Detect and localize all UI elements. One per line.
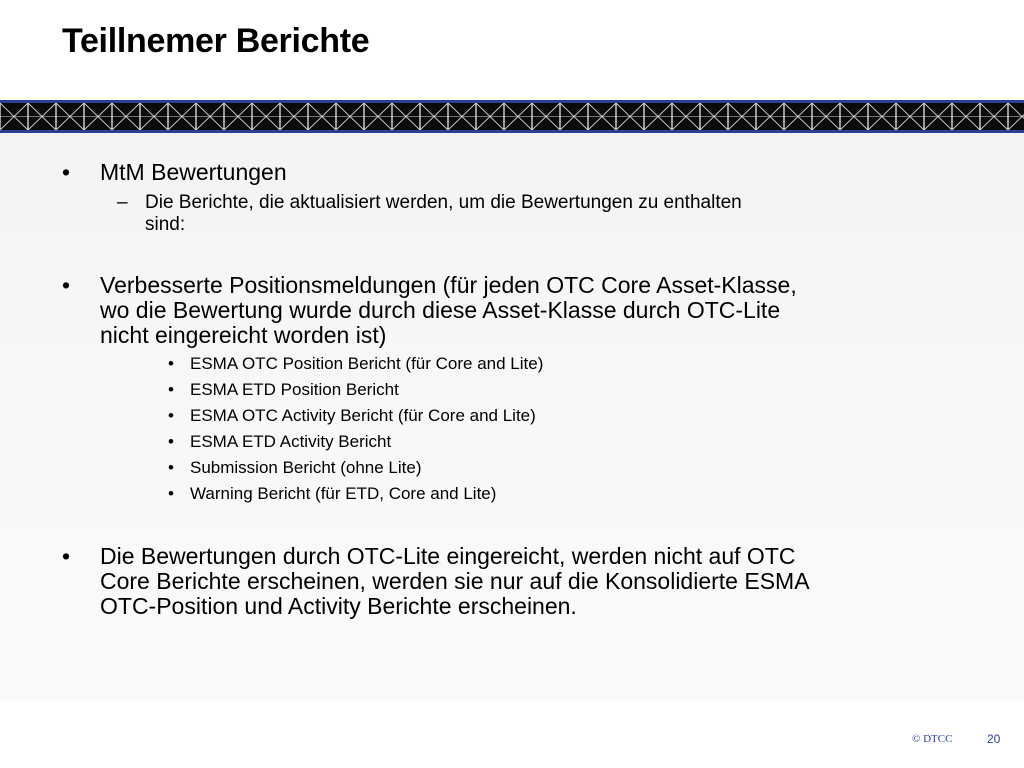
bullet-marker: • xyxy=(168,484,174,503)
bullet-marker: • xyxy=(168,406,174,425)
nested-bullet-text: Submission Bericht (ohne Lite) xyxy=(190,458,422,477)
bullet-text: MtM Bewertungen xyxy=(100,159,287,185)
bullet-text-line: OTC-Position und Activity Berichte erscheinen. xyxy=(100,593,577,619)
slide-page-number: 20 xyxy=(987,732,1001,746)
bullet-marker: • xyxy=(168,432,174,451)
nested-bullet-text: ESMA ETD Position Bericht xyxy=(190,380,399,399)
bullet-marker: • xyxy=(168,354,174,373)
nested-bullet-text: ESMA OTC Activity Bericht (für Core and Lite) xyxy=(190,406,536,425)
bullet-text-line: Verbesserte Positionsmeldungen (für jeden OTC Core Asset-Klasse, xyxy=(100,272,797,298)
dash-marker: – xyxy=(117,192,128,213)
lattice-pattern xyxy=(0,103,1024,130)
decorative-banner xyxy=(0,100,1024,133)
bullet-text-line: Core Berichte erscheinen, werden sie nur auf die Konsolidierte ESMA xyxy=(100,568,810,594)
footer-copyright: © DTCC xyxy=(912,733,953,745)
nested-bullet-text: Warning Bericht (für ETD, Core and Lite) xyxy=(190,484,497,503)
bullet-text-line: wo die Bewertung wurde durch diese Asset-Klasse durch OTC-Lite xyxy=(100,297,781,323)
sub-bullet-text-line: sind: xyxy=(145,214,186,235)
bullet-marker: • xyxy=(168,458,174,477)
nested-bullet-text: ESMA OTC Position Bericht (für Core and Lite) xyxy=(190,354,544,373)
slide-title: Teillnemer Berichte xyxy=(62,22,370,60)
bullet-marker: • xyxy=(62,543,71,569)
bullet-marker: • xyxy=(62,159,71,185)
nested-bullet-text: ESMA ETD Activity Bericht xyxy=(190,432,392,451)
bullet-text-line: nicht eingereicht worden ist) xyxy=(100,322,387,348)
bullet-text-line: Die Bewertungen durch OTC-Lite eingereicht, werden nicht auf OTC xyxy=(100,543,796,569)
bullet-marker: • xyxy=(168,380,174,399)
sub-bullet-text-line: Die Berichte, die aktualisiert werden, um die Bewertungen zu enthalten xyxy=(145,192,742,213)
bullet-marker: • xyxy=(62,272,71,298)
